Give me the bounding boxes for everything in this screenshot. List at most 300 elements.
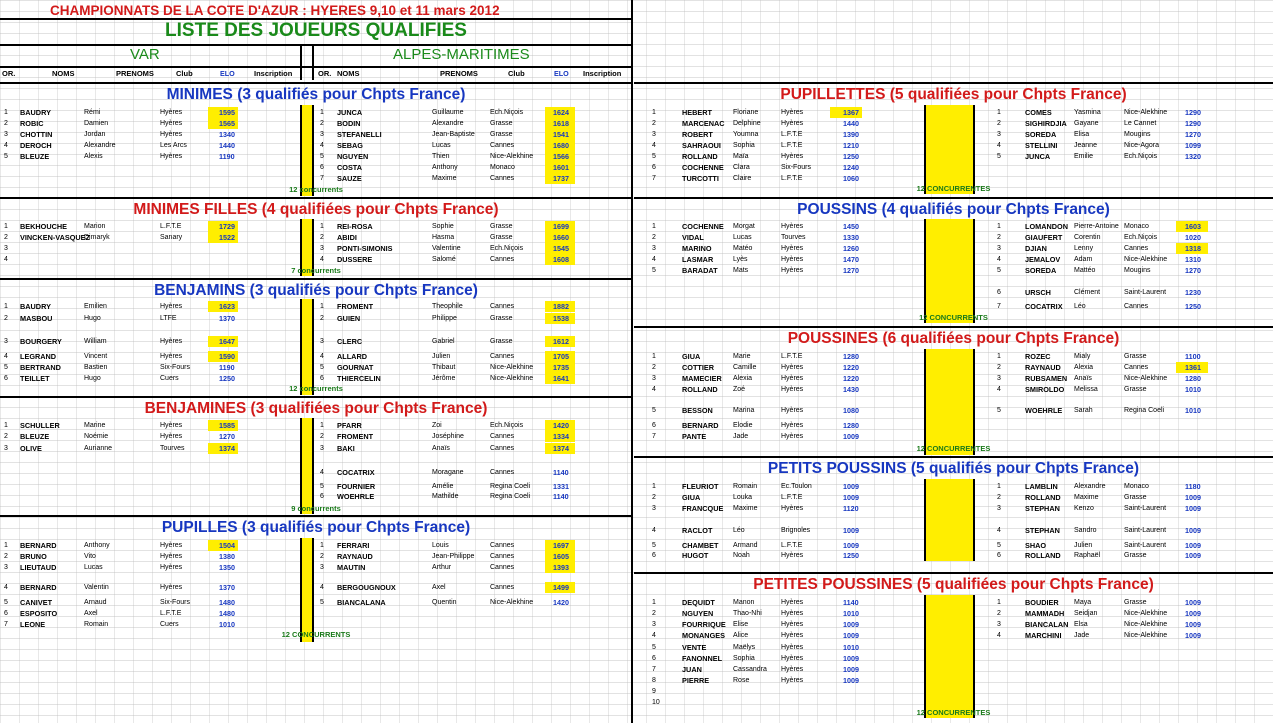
rank: 5 [652,542,656,549]
rank: 2 [4,433,8,440]
player-firstname: Thao-Nhi [733,610,762,617]
rank: 1 [4,542,8,549]
player-name: PANTE [682,432,707,441]
player-elo: 1120 [843,504,859,513]
rank: 2 [652,364,656,371]
player-firstname: Julien [432,353,451,360]
player-club: Regina Coeli [490,483,531,490]
col-header-elo: ELO [220,69,235,78]
rank: 2 [652,610,656,617]
player-name: LAMBLIN [1025,482,1058,491]
player-club: Mougins [1124,131,1151,138]
player-row [0,221,1273,232]
player-name: REI-ROSA [337,222,373,231]
player-elo: 1623 [219,302,235,311]
player-firstname: Anthony [84,542,110,549]
player-club: Hyères [781,599,804,606]
rank: 6 [652,164,656,171]
player-elo: 1737 [553,174,569,183]
player-firstname: Morgat [733,223,755,230]
player-firstname: Alexia [733,375,753,382]
player-firstname: Claire [733,175,752,182]
player-firstname: Yasmina [1074,109,1101,116]
rank: 3 [320,245,324,252]
player-name: CLERC [337,337,363,346]
player-club: Cannes [1124,245,1149,252]
player-firstname: Vincent [84,353,108,360]
player-row [0,653,1273,664]
player-club: Hyères [160,564,183,571]
player-row [0,664,1273,675]
concurrents-count: 12 CONCURRENTS [281,630,351,639]
player-firstname: Alexandre [432,120,464,127]
section-rule [0,82,632,84]
section-rule [0,197,632,199]
player-firstname: Jade [1074,632,1090,639]
player-elo: 1660 [553,233,569,242]
section-rule [634,572,1273,574]
player-club: Sanary [160,234,183,241]
player-firstname: Anaïs [1074,375,1092,382]
player-firstname: Marion [84,223,106,230]
player-row [0,162,1273,173]
rank: 5 [4,153,8,160]
rank: 2 [4,120,8,127]
player-club: Cannes [490,584,515,591]
player-name: RAYNAUD [1025,363,1061,372]
player-club: Nice-Alekhine [1124,375,1168,382]
player-elo: 1009 [843,665,859,674]
player-firstname: Cassandra [733,666,767,673]
player-firstname: Dimaryk [84,234,110,241]
rank: 1 [320,109,324,116]
player-name: FERRARI [337,541,370,550]
rank: 4 [320,469,324,476]
rank: 4 [997,386,1001,393]
player-firstname: Louis [432,542,449,549]
player-firstname: Pierre-Antoine [1074,223,1119,230]
player-club: Saint-Laurent [1124,289,1167,296]
player-name: WOEHRLE [1025,406,1063,415]
player-elo: 1009 [1185,631,1201,640]
player-row [0,675,1273,686]
player-club: Grasse [490,131,513,138]
player-name: ROBIC [20,119,44,128]
player-name: VINCKEN-VASQUEZ [20,233,91,242]
player-name: FLEURIOT [682,482,719,491]
player-name: BAUDRY [20,302,51,311]
player-name: URSCH [1025,288,1051,297]
player-club: L.F.T.E [781,131,803,138]
section-title-minimes: MINIMES (3 qualifiés pour Chpts France) [166,86,466,103]
rank: 5 [4,364,8,371]
player-elo: 1393 [553,563,569,572]
player-name: FOURNIER [337,482,376,491]
player-club: Grasse [490,338,513,345]
player-elo: 1370 [219,583,235,592]
rank: 4 [320,142,324,149]
player-name: VENTE [682,643,707,652]
player-firstname: Noémie [84,433,109,440]
player-name: BIANCALAN [1025,620,1069,629]
section-rule [634,326,1273,328]
player-elo: 1545 [553,244,569,253]
rank: 5 [652,644,656,651]
player-club: Hyères [160,338,183,345]
player-name: ABIDI [337,233,357,242]
section-rule [634,197,1273,199]
player-firstname: Zoé [733,386,746,393]
player-firstname: Maxime [432,175,457,182]
player-name: MARCENAC [682,119,725,128]
player-row [0,686,1273,697]
player-name: FANONNEL [682,654,723,663]
player-club: Cannes [490,256,515,263]
player-firstname: Anthony [432,164,458,171]
player-name: ROLLAND [1025,551,1061,560]
rank: 6 [320,164,324,171]
player-club: Cannes [490,553,515,560]
rank: 6 [652,552,656,559]
rank: 1 [4,303,8,310]
player-elo: 1603 [1185,222,1201,231]
player-elo: 1612 [553,337,569,346]
player-name: PFARR [337,421,362,430]
player-elo: 1100 [1185,352,1201,361]
rank: 3 [652,245,656,252]
concurrents-count: 12 CONCURRENTES [916,184,991,193]
player-firstname: Mialy [1074,353,1091,360]
player-elo: 1541 [553,130,569,139]
player-name: BAKI [337,444,355,453]
player-row [0,373,1273,384]
player-firstname: Sophia [733,655,755,662]
player-club: Hyères [160,109,183,116]
player-firstname: Moragane [432,469,464,476]
player-name: VIDAL [682,233,704,242]
player-name: NGUYEN [337,152,369,161]
player-row [0,232,1273,243]
rank: 5 [997,542,1001,549]
player-elo: 1499 [553,583,569,592]
player-club: Ec.Toulon [781,483,812,490]
rule [0,66,633,68]
player-elo: 1009 [1185,526,1201,535]
player-firstname: Hugo [84,375,101,382]
player-row [0,384,1273,395]
player-row [0,287,1273,298]
player-firstname: Floriane [733,109,759,116]
concurrents-count: 9 concurrents [291,504,341,513]
player-club: Hyères [160,422,183,429]
rank: 1 [997,483,1001,490]
player-firstname: Thibaut [432,364,456,371]
player-club: Hyères [781,153,804,160]
player-elo: 1190 [219,152,235,161]
player-club: Grasse [490,223,513,230]
player-elo: 1250 [1185,302,1201,311]
player-name: FOURRIQUE [682,620,726,629]
col-header-noms-am: NOMS [337,69,360,78]
player-row [0,118,1273,129]
player-firstname: Theophile [432,303,463,310]
player-firstname: Delphine [733,120,761,127]
player-firstname: Maxime [1074,494,1099,501]
player-elo: 1480 [219,598,235,607]
player-club: Six-Fours [160,364,190,371]
player-row [0,265,1273,276]
player-elo: 1334 [553,432,569,441]
player-row [0,301,1273,312]
player-name: CHOTTIN [20,130,53,139]
player-row [0,431,1273,442]
player-name: SMIROLDO [1025,385,1065,394]
player-club: Cannes [490,564,515,571]
rank: 4 [652,632,656,639]
player-row [0,107,1273,118]
player-row [0,608,1273,619]
player-elo: 1009 [1185,598,1201,607]
player-firstname: Alexis [84,153,103,160]
player-club: Grasse [1124,494,1147,501]
player-club: Ech.Niçois [1124,234,1158,241]
player-firstname: Elsa [1074,621,1088,628]
player-club: Cannes [490,433,515,440]
player-elo: 1680 [553,141,569,150]
section-rule [0,515,632,517]
player-name: LOMANDON [1025,222,1068,231]
player-club: Cannes [1124,303,1149,310]
player-elo: 1190 [219,363,235,372]
player-firstname: Clara [733,164,750,171]
player-elo: 1330 [843,233,859,242]
rank: 3 [4,445,8,452]
rank: 1 [997,353,1001,360]
player-firstname: Marine [84,422,106,429]
player-firstname: Maxime [733,505,758,512]
player-firstname: Mathilde [432,493,459,500]
player-firstname: Lucas [84,564,103,571]
player-row [0,697,1273,708]
player-elo: 1290 [1185,119,1201,128]
rank: 3 [4,245,8,252]
player-elo: 1374 [553,444,569,453]
player-name: ROZEC [1025,352,1051,361]
player-firstname: Seidjan [1074,610,1098,617]
player-name: DUSSERE [337,255,373,264]
player-elo: 1290 [1185,108,1201,117]
rank: 7 [652,175,656,182]
player-elo: 1270 [219,432,235,441]
player-elo: 1010 [1185,385,1201,394]
player-club: Nice-Alekhine [490,364,534,371]
player-firstname: Anaïs [432,445,450,452]
region-var-label: VAR [130,46,160,63]
rank: 3 [997,621,1001,628]
player-firstname: Sarah [1074,407,1093,414]
rank: 1 [997,109,1001,116]
player-club: Cuers [160,375,179,382]
player-name: COCATRIX [337,468,375,477]
player-club: Nice-Alekhine [1124,610,1168,617]
player-club: L.F.T.E [781,175,803,182]
player-club: L.F.T.E [781,353,803,360]
player-firstname: Rose [733,677,750,684]
player-firstname: Louka [733,494,753,501]
player-name: MAUTIN [337,563,366,572]
player-club: Grasse [490,120,513,127]
player-row [0,642,1273,653]
player-elo: 1280 [1185,374,1201,383]
player-row [0,492,1273,503]
player-club: Hyères [781,433,804,440]
player-firstname: Lucas [432,142,451,149]
rank: 1 [4,223,8,230]
rank: 3 [652,131,656,138]
player-club: Ech.Niçois [490,422,524,429]
player-club: Nice-Alekhine [1124,632,1168,639]
player-name: MONANGES [682,631,725,640]
player-club: Nice-Alekhine [1124,621,1168,628]
col-header-or-am: OR. [318,69,332,78]
player-elo: 1367 [843,108,859,117]
player-club: Hyères [781,677,804,684]
player-row [0,503,1273,514]
rank: 2 [320,234,324,241]
player-name: COCHENNE [682,163,724,172]
player-row [0,481,1273,492]
player-name: ROLLAND [682,152,718,161]
rank: 4 [997,142,1001,149]
player-name: RUBSAMEN [1025,374,1068,383]
player-elo: 1430 [843,385,859,394]
player-elo: 1440 [843,119,859,128]
rank: 6 [4,375,8,382]
rank: 2 [997,610,1001,617]
player-club: L.F.T.E [160,610,182,617]
player-elo: 1140 [553,468,569,477]
player-firstname: Melissa [1074,386,1098,393]
rank: 1 [320,422,324,429]
rank: 5 [320,364,324,371]
rank: 1 [997,599,1001,606]
rank: 6 [652,655,656,662]
player-elo: 1470 [843,255,859,264]
player-elo: 1009 [1185,551,1201,560]
player-elo: 1009 [1185,504,1201,513]
player-name: STEFANELLI [337,130,382,139]
rank: 3 [320,131,324,138]
player-name: JUAN [682,665,702,674]
player-name: COCHENNE [682,222,724,231]
player-elo: 1140 [553,492,569,501]
rank: 5 [997,267,1001,274]
player-name: JUNCA [337,108,363,117]
rank: 4 [997,527,1001,534]
player-firstname: Kenzo [1074,505,1094,512]
rank: 2 [997,494,1001,501]
rank: 2 [997,364,1001,371]
player-elo: 1220 [843,374,859,383]
player-firstname: Camille [733,364,757,371]
rank: 1 [4,109,8,116]
player-elo: 1320 [1185,152,1201,161]
player-name: ALLARD [337,352,367,361]
player-club: Cannes [1124,364,1149,371]
player-club: Hyères [160,353,183,360]
player-firstname: William [84,338,107,345]
player-firstname: Mattéo [1074,267,1096,274]
section-title-poussins: POUSSINS (4 qualifiés pour Chpts France) [797,201,1110,218]
player-club: Hyères [781,386,804,393]
player-name: GIAUFERT [1025,233,1063,242]
player-elo: 1608 [553,255,569,264]
player-firstname: Amélie [432,483,454,490]
rank: 2 [4,234,8,241]
player-firstname: Emilien [84,303,107,310]
player-name: STEPHAN [1025,526,1060,535]
player-elo: 1420 [553,598,569,607]
rank: 6 [997,289,1001,296]
player-club: Hyères [160,131,183,138]
player-firstname: Aurianne [84,445,113,452]
section-title-benjamines: BENJAMINES (3 qualifiées pour Chpts France) [144,400,488,417]
concurrents-count: 12 concurrents [289,384,343,393]
player-firstname: Adam [1074,256,1093,263]
player-name: SIGHIRDJIA [1025,119,1067,128]
player-club: Nice-Alekhine [490,153,534,160]
player-elo: 1250 [843,152,859,161]
player-elo: 1590 [219,352,235,361]
player-elo: 1585 [219,421,235,430]
col-header-club: Club [176,69,193,78]
player-row [0,597,1273,608]
rank: 4 [4,256,8,263]
rank: 5 [320,483,324,490]
player-firstname: Maëlys [733,644,756,651]
player-row [0,351,1273,362]
player-name: BERGOUGNOUX [337,583,396,592]
player-club: L.F.T.E [160,223,182,230]
player-elo: 1009 [843,654,859,663]
player-club: Nice-Alekhine [1124,109,1168,116]
player-elo: 1010 [1185,406,1201,415]
player-name: BRUNO [20,552,47,561]
section-rule [634,456,1273,458]
rank: 10 [652,699,660,706]
player-club: L.F.T.E [781,142,803,149]
rank: 7 [652,433,656,440]
section-rule [0,278,632,280]
player-name: LASMAR [682,255,714,264]
player-name: ROBERT [682,130,713,139]
player-elo: 1009 [843,493,859,502]
rank: 2 [320,433,324,440]
rank: 1 [652,109,656,116]
championship-title: CHAMPIONNATS DE LA COTE D'AZUR : HYERES 9,10 et 11 mars 2012 [50,3,500,18]
column-divider [312,44,314,80]
player-name: SOREDA [1025,130,1057,139]
player-elo: 1009 [843,432,859,441]
player-name: MARCHINI [1025,631,1062,640]
player-elo: 1566 [553,152,569,161]
player-firstname: Corentin [1074,234,1101,241]
player-firstname: Rémi [84,109,101,116]
player-club: Hyères [781,267,804,274]
player-club: Cannes [490,445,515,452]
player-elo: 1020 [1185,233,1201,242]
player-firstname: Emilie [1074,153,1094,160]
